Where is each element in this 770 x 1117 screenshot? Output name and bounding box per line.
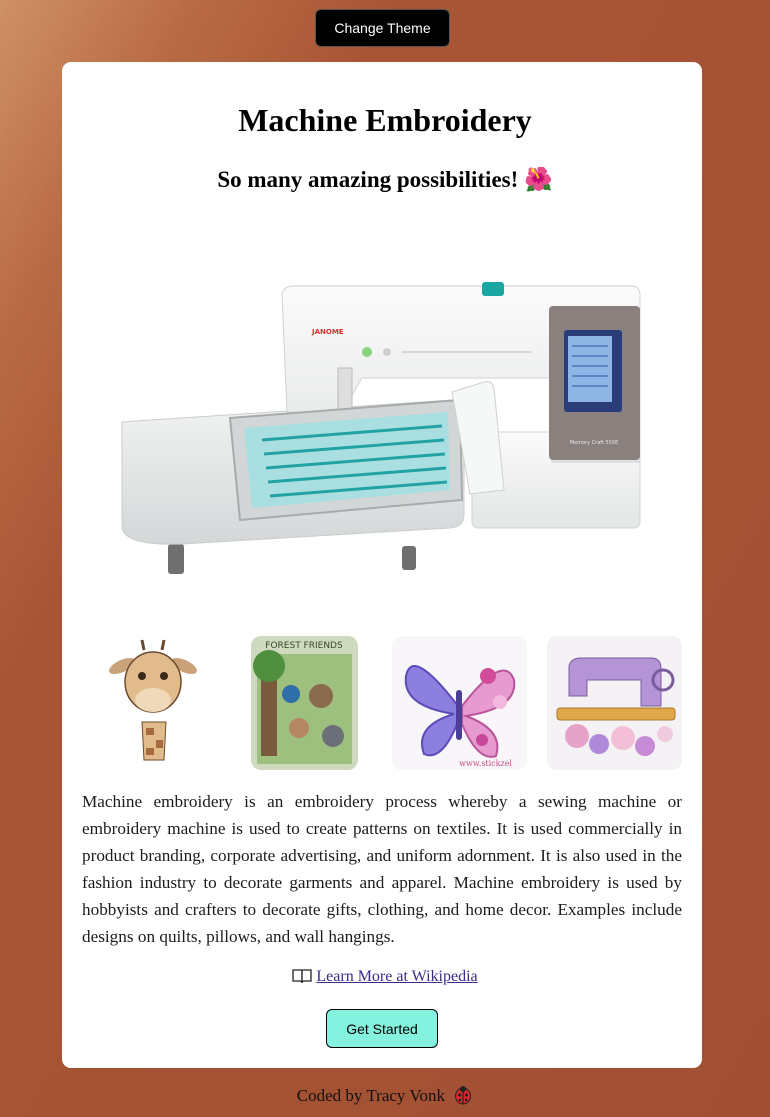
hibiscus-icon: 🌺 (524, 167, 553, 193)
description-text: Machine embroidery is an embroidery process whereby a sewing machine or embroidery machine is used to create patterns on textiles. It is used commercially in product branding, corporate advertising, and uniform adornment. It is also used in the fashion industry to decorate garments and apparel. Machine embroidery is used by hobbyists and crafters to decorate gifts, clothing, and home decor. Examples include designs on quilts, pillows, and wall hangings. (82, 792, 682, 946)
machine-brand: JANOME (312, 328, 344, 336)
footer-text: Coded by Tracy Vonk (296, 1086, 445, 1105)
get-started-button[interactable]: Get Started (326, 1009, 438, 1048)
subtitle-text: So many amazing possibilities! (217, 167, 519, 192)
wikipedia-link[interactable]: Learn More at Wikipedia (316, 968, 478, 985)
svg-text:FOREST FRIENDS: FOREST FRIENDS (265, 641, 343, 651)
change-theme-button[interactable]: Change Theme (315, 9, 450, 47)
machine-model: Memory Craft 550E (569, 440, 619, 446)
svg-text:www.stickzel: www.stickzel (459, 759, 512, 768)
wiki-link-row (0, 968, 770, 986)
vintage-sewing-machine-thumbnail (547, 636, 682, 770)
page-subtitle (0, 166, 770, 193)
footer (0, 1085, 770, 1106)
giraffe-thumbnail (84, 636, 219, 770)
embroidery-machine-image (112, 282, 642, 582)
book-icon (292, 968, 312, 983)
butterfly-thumbnail (392, 636, 527, 770)
ladybug-icon (453, 1085, 473, 1105)
page-title: Machine Embroidery (238, 102, 532, 138)
forest-friends-thumbnail (251, 636, 358, 770)
